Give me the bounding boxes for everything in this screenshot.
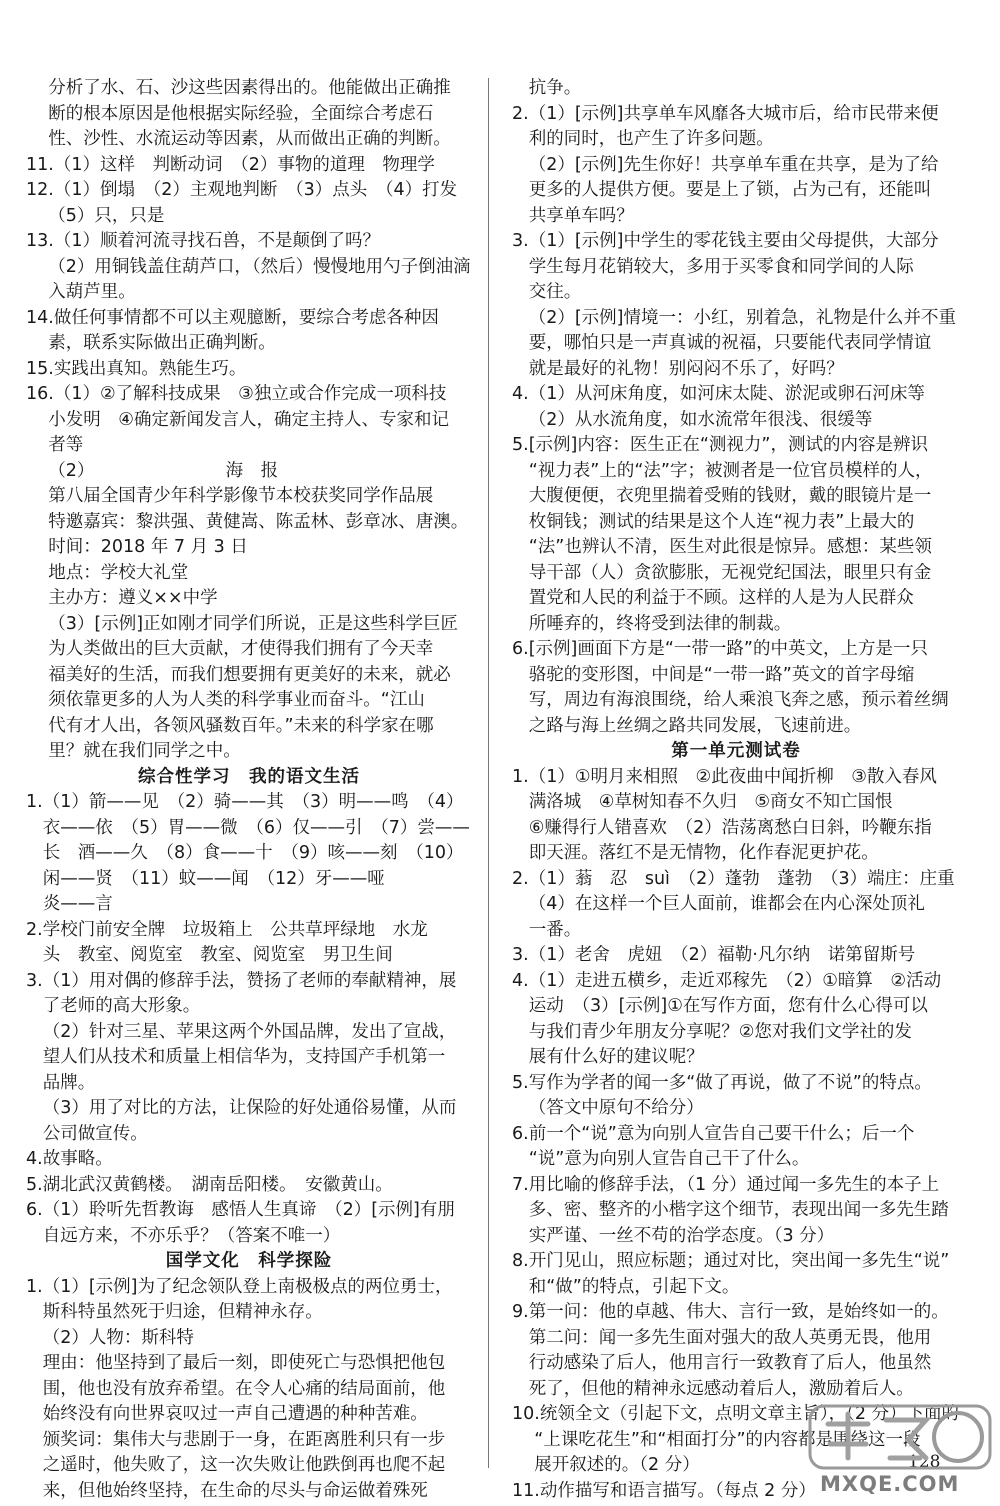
answer-line: 6.（1）聆听先哲教诲 感悟人生真谛 （2）[示例]有朋: [26, 1200, 455, 1220]
answer-line: （4）在这样一个巨人面前，谁都会在内心深处顶礼: [512, 894, 925, 914]
answer-line: 展开叙述的。（2 分）: [512, 1455, 700, 1475]
column-divider: [488, 78, 489, 1468]
answer-line: （3）[示例]正如刚才同学们所说，正是这些科学巨匠: [26, 613, 459, 634]
answer-line: 11.（1）这样 判断动词 （2）事物的道理 物理学: [26, 154, 435, 175]
answer-line: 1.（1）箭——见 （2）骑——其 （3）明——鸣 （4）: [26, 792, 464, 812]
answer-line: 斯科特虽然死于归途，但精神永存。: [26, 1302, 323, 1322]
answer-line: 1.（1）①明月来相照 ②此夜曲中闻折柳 ③散入春风: [512, 766, 937, 787]
answer-line: 时间：2018 年 7 月 3 日: [26, 537, 248, 557]
answer-line: 1.（1）[示例]为了纪念领队登上南极极点的两位勇士，: [26, 1276, 453, 1297]
answer-line: 衣——依 （5）胃——微 （6）仅——引 （7）尝——: [26, 817, 470, 838]
answer-line: 分析了水、石、沙这些因素得出的。他能做出正确推: [26, 78, 451, 98]
answer-line: 和“做”的特点，引起下文。: [512, 1276, 740, 1297]
answer-line: （答文中原句不给分）: [512, 1098, 704, 1118]
answer-line: （2） 海 报: [26, 460, 279, 481]
answer-line: 颁奖词：集伟大与悲剧于一身，在距离胜利只有一步: [26, 1429, 446, 1450]
answer-line: 共享单车吗？: [512, 205, 634, 226]
answer-line: 骆驼的变形图，中间是“一带一路”英文的首字母缩: [512, 664, 915, 685]
answer-line: ⑥赚得行人错喜欢 （2）浩荡离愁白日斜，吟鞭东指: [512, 817, 932, 838]
answer-line: 枚铜钱；测试的结果是这个人连“视力表”上最大的: [512, 511, 915, 532]
answer-line: “法”也辨认不清，医生对此很是惊异。感想：某些领: [512, 537, 932, 557]
answer-line: 来，但他始终坚持，在生命的尽头与命运做着殊死: [26, 1480, 428, 1501]
answer-line: 第二问：闻一多先生面对强大的敌人英勇无畏，他用: [512, 1327, 932, 1348]
answer-line: 死了，但他的精神永远感动着后人，激励着后人。: [512, 1378, 914, 1399]
answer-line: 之遥时，他失败了，这一次失败让他跌倒再也爬不起: [26, 1455, 446, 1475]
answer-line: 5.湖北武汉黄鹤楼。 湖南岳阳楼。 安徽黄山。: [26, 1174, 393, 1195]
answer-line: 3.（1）老舍 虎妞 （2）福勒·凡尔纳 诺第留斯号: [512, 945, 916, 965]
answer-line: 展有什么好的建议呢？: [512, 1047, 704, 1067]
answer-line: 围，他也没有放弃希望。在令人心痛的结局面前，他: [26, 1378, 446, 1399]
answer-line: （2）针对三星、苹果这两个外国品牌，发出了宣战，: [42, 1021, 457, 1042]
answer-line: 始终没有向世界哀叹过一声自己遭遇的种种苦难。: [26, 1404, 428, 1424]
answer-line: 素，联系实际做出正确判断。: [26, 333, 276, 353]
answer-line: （3）用了对比的方法，让保险的好处通俗易懂，从而: [42, 1098, 457, 1118]
answer-line: 12.（1）倒塌 （2）主观地判断 （3）点头 （4）打发: [26, 180, 458, 200]
answer-line: 就是最好的礼物！别闷闷不乐了，好吗？: [512, 358, 844, 379]
answer-line: 者等: [26, 435, 84, 455]
answer-line: 理由：他坚持到了最后一刻，即使死亡与恐惧把他包: [26, 1353, 446, 1373]
answer-line: 公司做宣传。: [26, 1123, 148, 1144]
answer-line: 运动 （3）[示例]①在写作方面，您有什么心得可以: [512, 996, 928, 1016]
answer-line: （2）人物：斯科特: [26, 1327, 194, 1348]
right-column: [512, 76, 960, 1504]
answer-line: 主办方：遵义××中学: [26, 588, 218, 608]
answer-line: 炎——言: [26, 894, 113, 914]
answer-line: 13.（1）顺着河流寻找石兽，不是颠倒了吗？: [26, 231, 380, 251]
answer-line: 之路与海上丝绸之路共同发展，飞速前进。: [512, 715, 862, 736]
answer-line: 特邀嘉宾：黎洪强、黄健嵩、陈孟林、彭章冰、唐澳。: [26, 511, 469, 532]
answer-line: 一番。: [512, 919, 582, 940]
answer-line: 导干部（人）贪欲膨胀，无视党纪国法，眼里只有金: [528, 562, 932, 583]
answer-line: 8.开门见山，照应标题；通过对比，突出闻一多先生“说”: [512, 1251, 950, 1271]
answer-line: 了老师的高大形象。: [26, 996, 201, 1016]
answer-line: 抗争。: [512, 78, 582, 98]
answer-line: 代有才人出，各领风骚数百年。”未来的科学家在哪: [26, 715, 434, 736]
answer-line: 7.用比喻的修辞手法，（1 分）通过闻一多先生的本子上: [512, 1174, 940, 1195]
answer-line: 地点：学校大礼堂: [26, 562, 189, 583]
answer-line: 满洛城 ④草树知春不久归 ⑤商女不知亡国恨: [512, 792, 893, 812]
answer-line: （2）用铜钱盖住葫芦口，（然后）慢慢地用勺子倒油滴: [26, 256, 471, 277]
answer-line: 第八届全国青少年科学影像节本校获奖同学作品展: [26, 486, 434, 506]
answer-line: 14.做任何事情都不可以主观臆断，要综合考虑各种因: [26, 307, 439, 328]
answer-line: 入葫芦里。: [26, 282, 136, 302]
answer-line: 闲——贤 （11）蚊——闻 （12）牙——哑: [26, 868, 385, 889]
answer-line: 里？就在我们同学之中。: [26, 741, 241, 761]
answer-line: 2.（1）蓊 忍 suì （2）蓬勃 蓬勃 （3）端庄：庄重: [512, 868, 955, 889]
answer-line: 与我们青少年朋友分享呢？②您对我们文学社的发: [512, 1021, 912, 1042]
left-column: [26, 76, 472, 1504]
answer-line: 4.（1）走进五横乡，走近邓稼先 （2）①暗算 ②活动: [512, 970, 942, 991]
answer-line: 实严谨、一丝不苟的治学态度。（3 分）: [512, 1225, 835, 1246]
answer-line: 行动感染了后人，他用言行一致教育了后人，他虽然: [512, 1353, 932, 1373]
answer-line: 2.（1）[示例]共享单车风靡各大城市后，给市民带来便: [512, 103, 939, 124]
answer-line: 11.动作描写和语言描写。（每点 2 分）: [512, 1480, 816, 1501]
section-heading: 国学文化 科学探险: [165, 1251, 333, 1271]
answer-line: 即天涯。落红不是无情物，化作春泥更护花。: [512, 843, 879, 863]
answer-line: 福美好的生活，而我们想要拥有更美好的未来，就必: [26, 664, 451, 685]
answer-line: 自远方来，不亦乐乎？（答案不唯一）: [26, 1225, 341, 1246]
answer-line: 品牌。: [26, 1072, 96, 1093]
answer-line: （5）只，只是: [26, 205, 165, 226]
answer-line: 16.（1）②了解科技成果 ③独立或合作完成一项科技: [26, 384, 447, 404]
watermark-logo: [808, 1400, 993, 1500]
answer-line: 学生每月花销较大，多用于买零食和同学间的人际: [512, 256, 914, 277]
answer-line: “说”意为向别人宣告自己干了什么。: [512, 1149, 810, 1169]
answer-line: 5.写作为学者的闻一多“做了再说，做了不说”的特点。: [512, 1072, 932, 1093]
answer-line: “视力表”上的“法”字；被测者是一位官员模样的人，: [512, 460, 933, 481]
answer-line: 3.（1）[示例]中学生的零花钱主要由父母提供，大部分: [512, 231, 939, 251]
answer-line: 小发明 ④确定新闻发言人，确定主持人、专家和记: [26, 409, 449, 430]
answer-line: 4.（1）从河床角度，如河床太陡、淤泥或卵石河床等: [512, 384, 925, 404]
answer-line: 置党和人民的利益于不顾。这样的人是为人民群众: [512, 588, 914, 608]
answer-line: 多、密、整齐的小楷字这个细节，表现出闻一多先生踏: [512, 1200, 949, 1220]
answer-line: 写，周边有海浪围绕，给人乘浪飞奔之感，预示着丝绸: [512, 690, 949, 710]
section-heading: 第一单元测试卷: [671, 741, 801, 761]
answer-line: 断的根本原因是他根据实际经验，全面综合考虑石: [26, 103, 434, 124]
answer-line: 15.实践出真知。熟能生巧。: [26, 358, 247, 379]
answer-line: 为人类做出的巨大贡献，才使得我们拥有了今天幸: [26, 639, 434, 659]
answer-line: 头 教室、阅览室 教室、阅览室 男卫生间: [26, 945, 393, 965]
answer-line: 9.第一问：他的卓越、伟大、言行一致，是始终如一的。: [512, 1302, 949, 1322]
answer-line: 长 酒——久 （8）食——十 （9）咳——刻 （10）: [26, 843, 464, 863]
answer-line: 3.（1）用对偶的修辞手法，赞扬了老师的奉献精神，展: [26, 970, 457, 991]
answer-line: （2）[示例]先生你好！共享单车重在共享，是为了给: [512, 154, 939, 175]
watermark-url: MXQE.COM: [820, 1472, 960, 1496]
answer-line: 利的同时，也产生了许多问题。: [512, 129, 774, 149]
answer-line: 更多的人提供方便。要是上了锁，占为己有，还能叫: [512, 180, 932, 200]
answer-line: 须依靠更多的人为人类的科学事业而奋斗。“江山: [26, 690, 425, 710]
answer-line: 性、沙性、水流运动等因素，从而做出正确的判断。: [26, 129, 451, 149]
answer-line: 4.故事略。: [26, 1149, 113, 1169]
answer-line: （2）[示例]情境一：小红，别着急，礼物是什么并不重: [512, 307, 956, 328]
answer-line: 要，哪怕只是一声真诚的祝福，只要能代表同学情谊: [512, 333, 932, 353]
answer-line: “上课吃花生”和“相面打分”的内容都是围绕这一段: [512, 1429, 921, 1450]
answer-line: 6.[示例]画面下方是“一带一路”的中英文，上方是一只: [512, 639, 928, 659]
answer-line: 6.前一个“说”意为向别人宣告自己要干什么；后一个: [512, 1123, 915, 1144]
answer-line: 2.学校门前安全牌 垃圾箱上 公共草坪绿地 水龙: [26, 919, 428, 940]
answer-line: 所唾弃的，终将受到法律的制裁。: [512, 613, 792, 634]
answer-line: 5.[示例]内容：医生正在“测视力”，测试的内容是辨识: [512, 435, 928, 455]
answer-line: 望人们从技术和质量上相信华为，支持国产手机第一: [26, 1047, 446, 1067]
answer-line: 交往。: [512, 282, 582, 302]
answer-line: 大腹便便，衣兜里揣着受贿的钱财，戴的眼镜片是一: [512, 486, 932, 506]
answer-line: 10.统领全文（引起下文，点明文章主旨），（2 分）下面的: [512, 1404, 960, 1424]
watermark-stamp-icon: [808, 1400, 993, 1472]
section-heading: 综合性学习 我的语文生活: [138, 766, 360, 787]
page-number: 128: [908, 1452, 941, 1472]
answer-line: （2）从水流角度，如水流常年很浅、很缓等: [512, 409, 873, 430]
